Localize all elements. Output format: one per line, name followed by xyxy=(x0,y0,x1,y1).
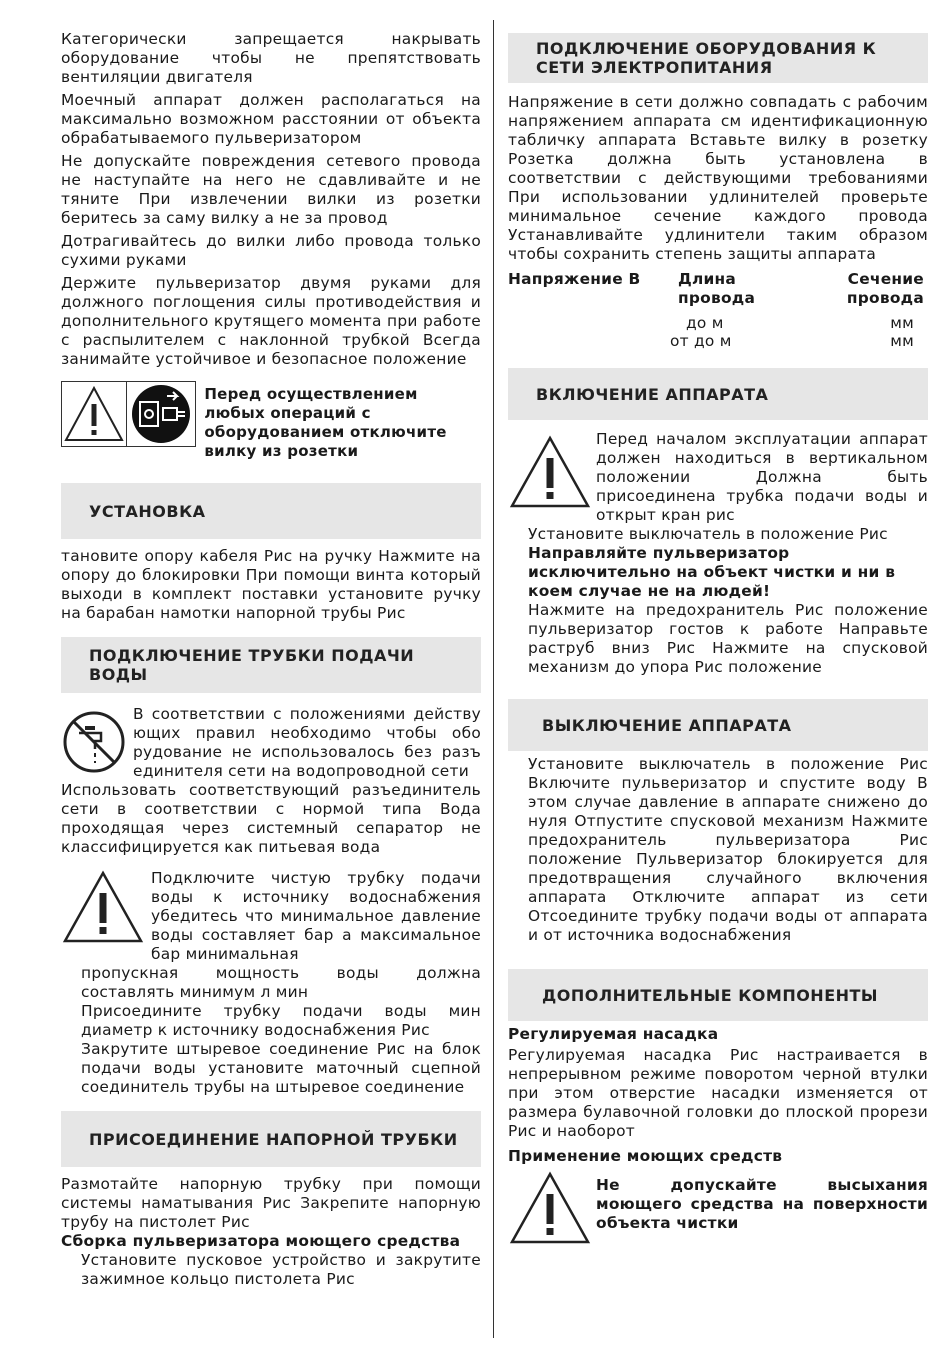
water-pressure-text: Подключите чистую трубку подачи воды к источнику водоснабжения убедитесь что минимальное давление воды составляет бар а максимальное бар минимальная xyxy=(151,869,481,963)
section-power-header xyxy=(508,33,928,83)
unplug-icon xyxy=(127,382,195,446)
water-separator-norm-text: Использовать соответствующий разъединитель сети в соответствии с нормой типа Вода проходящая через системный сепаратор не классифицируется как питьевая вода xyxy=(61,781,481,856)
warning-cord-text: Не допускайте повреждения сетевого провода не наступайте на него не сдавливайте и не тяните При извлечении вилки из розетки беритесь за саму вилку а не за провод xyxy=(61,152,481,227)
left-column xyxy=(61,0,481,1289)
section-hose-title: ПРИСОЕДИНЕНИЕ НАПОРНОЙ ТРУБКИ xyxy=(89,1129,458,1149)
table-header-section: Сечение xyxy=(847,270,924,288)
right-column xyxy=(508,0,928,1246)
table-cell-length-2: от до м xyxy=(670,332,732,350)
plug-warning-block xyxy=(61,381,481,461)
plug-warning-text: Перед осуществлением любых операций с оборудованием отключите вилку из розетки xyxy=(204,385,447,460)
section-extra-header xyxy=(508,969,928,1021)
warning-distance-text: Моечный аппарат должен располагаться на максимально возможном расстоянии от объекта обрабатываемого пульверизатором xyxy=(61,91,481,147)
table-cell-length-1: до м xyxy=(686,314,724,332)
table-header-section-2: провода xyxy=(846,289,924,307)
warning-dry-hands-text: Дотрагивайтесь до вилки либо провода только сухими руками xyxy=(61,232,481,269)
water-step-screw: Закрутите штыревое соединение Рис на блок подачи воды установите маточный сцепной соединитель трубы на штыревое соединение xyxy=(81,1040,481,1096)
section-water-header xyxy=(61,637,481,693)
table-header-length-2: провода xyxy=(678,289,756,307)
water-pressure-block xyxy=(61,869,481,964)
section-install-header xyxy=(61,483,481,539)
water-separator-block xyxy=(61,705,481,781)
table-header-voltage: Напряжение В xyxy=(508,270,641,288)
assembly-text: Установите пусковое устройство и закрутите зажимное кольцо пистолета Рис xyxy=(81,1251,481,1288)
warning-grip-text: Держите пульверизатор двумя руками для должного поглощения силы противодействия и дополнительного крутящего момента при работе с распылителем с наклонной трубкой Всегда занимайте устойчивое и безопасное положение xyxy=(61,274,481,368)
table-header-length: Длина xyxy=(678,270,737,288)
on-step-trigger: Нажмите на предохранитель Рис положение пульверизатор гостов к работе Направьте раструб вниз Рис Нажмите на спусковой механизм до упора Рис положение xyxy=(528,601,928,676)
detergent-title: Применение моющих средств xyxy=(508,1147,783,1165)
water-flow-text: пропускная мощность воды должна составлять минимум л мин xyxy=(81,964,481,1001)
warning-triangle-icon xyxy=(61,869,145,945)
section-install-title: УСТАНОВКА xyxy=(89,501,206,521)
off-text: Установите выключатель в положение Рис Включите пульверизатор и спустите воду В этом случае давление в аппарате снижено до нуля Отпустите спусковой механизм Нажмите предохранитель пульверизатора Рис положение Пульверизатор блокируется для предотвращения случайного включения аппарата Отключите аппарат из сети Отсоедините трубку подачи воды от аппарата и от источника водоснабжения xyxy=(528,755,928,944)
section-water-title: ПОДКЛЮЧЕНИЕ ТРУБКИ ПОДАЧИ ВОДЫ xyxy=(89,646,415,684)
warning-cover-text: Категорически запрещается накрывать оборудование чтобы не препятствовать вентиляции двигателя xyxy=(61,30,481,86)
cable-table xyxy=(508,270,928,348)
water-separator-text: В соответствии с положениями действу ющих правил необходимо чтобы обо рудование не использовалось без разъ единителя сети на водопроводной сети xyxy=(133,705,481,780)
detergent-warning-block xyxy=(508,1170,928,1246)
on-warning-block xyxy=(508,430,928,525)
column-divider xyxy=(493,20,494,1338)
nozzle-text: Регулируемая насадка Рис настраивается в непрерывном режиме поворотом черной втулки при этом отверстие насадки изменяется от размера булавочной головки до плоской прорези Рис и наоборот xyxy=(508,1046,928,1140)
nozzle-title: Регулируемая насадка xyxy=(508,1025,719,1043)
section-on-header xyxy=(508,368,928,420)
warning-pictograms xyxy=(61,381,196,447)
hose-text: Размотайте напорную трубку при помощи системы наматывания Рис Закрепите напорную трубу на пистолет Рис xyxy=(61,1175,481,1231)
water-step-connect: Присоедините трубку подачи воды мин диаметр к источнику водоснабжения Рис xyxy=(81,1002,481,1039)
warning-triangle-icon xyxy=(62,382,126,446)
section-power-title: ПОДКЛЮЧЕНИЕ ОБОРУДОВАНИЯ К СЕТИ ЭЛЕКТРОПИТАНИЯ xyxy=(536,39,877,77)
section-on-title: ВКЛЮЧЕНИЕ АППАРАТА xyxy=(536,384,769,404)
table-cell-section-2: мм xyxy=(890,332,914,350)
on-safety-notice: Направляйте пульверизатор исключительно на объект чистки и ни в коем случае не на людей! xyxy=(528,544,896,600)
warning-triangle-icon xyxy=(508,1170,592,1246)
on-step-switch: Установите выключатель в положение Рис xyxy=(528,525,888,543)
detergent-warning-text: Не допускайте высыхания моющего средства на поверхности объекта чистки xyxy=(596,1176,928,1232)
on-warning-text: Перед началом эксплуатации аппарат должен находиться в вертикальном положении Должна быть присоединена трубка подачи воды и открыт кран рис xyxy=(596,430,928,524)
no-tap-icon xyxy=(61,709,127,775)
power-text: Напряжение в сети должно совпадать с рабочим напряжением аппарата см идентификационную табличку аппарата Вставьте вилку в розетку Розетка должна быть установлена в соответствии с действующими требованиями При использовании удлинителей проверьте минимальное сечение каждого провода Устанавливайте удлинители таким образом чтобы сохранить степень защиты аппарата xyxy=(508,93,928,263)
table-cell-section-1: мм xyxy=(890,314,914,332)
section-off-header xyxy=(508,699,928,751)
section-extra-title: ДОПОЛНИТЕЛЬНЫЕ КОМПОНЕНТЫ xyxy=(542,985,879,1005)
section-off-title: ВЫКЛЮЧЕНИЕ АППАРАТА xyxy=(542,715,792,735)
install-text: тановите опору кабеля Рис на ручку Нажмите на опору до блокировки При помощи винта который выходи в комплект поставки установите ручку на барабан намотки напорной трубы Рис xyxy=(61,547,481,622)
assembly-title: Сборка пульверизатора моющего средства xyxy=(61,1232,461,1250)
warning-triangle-icon xyxy=(508,434,592,510)
section-hose-header xyxy=(61,1111,481,1167)
